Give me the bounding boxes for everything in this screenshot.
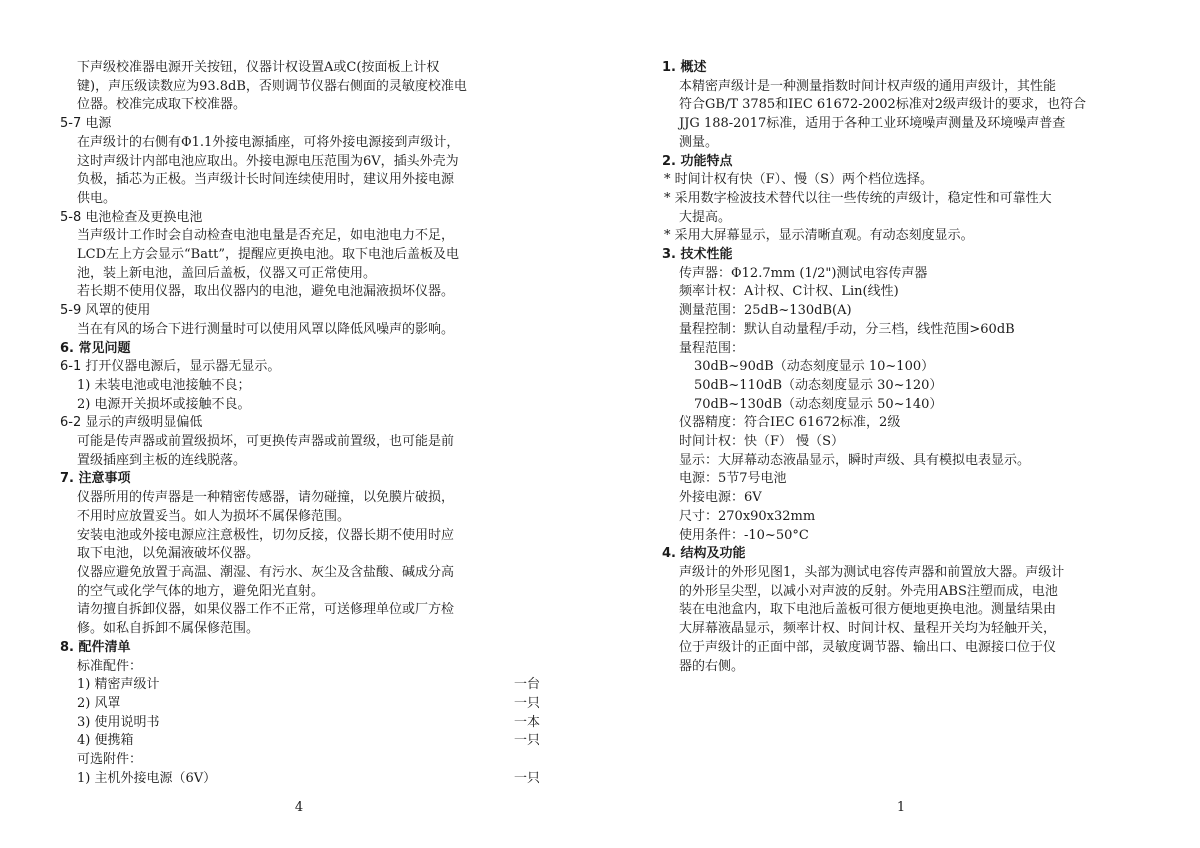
subsection-heading: 6-1 打开仪器电源后，显示器无显示。: [60, 359, 281, 375]
accessory-quantity: 一只: [513, 733, 540, 749]
section-heading: 3. 技术性能: [662, 247, 733, 263]
text-line: 若长期不使用仪器，取出仪器内的电池，避免电池漏液损坏仪器。: [77, 284, 455, 300]
left-page-number: 4: [294, 800, 304, 815]
text-line: 1) 未装电池或电池接触不良；: [77, 377, 251, 393]
text-line: * 时间计权有快（F）、慢（S）两个档位选择。: [664, 172, 934, 188]
accessory-item: 1) 精密声级计: [77, 677, 160, 693]
text-line: 电源：5节7号电池: [679, 471, 787, 487]
right-page-number: 1: [896, 800, 906, 815]
text-line: 当声级计工作时会自动检查电池电量是否充足，如电池电力不足，: [77, 228, 455, 244]
text-line: 30dB~90dB（动态刻度显示 10~100）: [694, 359, 935, 375]
text-line: 量程范围：: [679, 340, 745, 356]
accessory-item: 4) 便携箱: [77, 733, 134, 749]
text-line: 尺寸：270x90x32mm: [679, 508, 816, 524]
left-page-content: [60, 59, 540, 788]
text-line: 时间计权：快（F） 慢（S）: [679, 434, 845, 450]
text-line: 本精密声级计是一种测量指数时间计权声级的通用声级计，其性能: [679, 78, 1057, 94]
text-line: 键)，声压级读数应为93.8dB，否则调节仪器右侧面的灵敏度校准电: [77, 78, 467, 94]
accessory-item: 1) 主机外接电源（6V）: [77, 770, 217, 786]
text-line: * 采用大屏幕显示，显示清晰直观。有动态刻度显示。: [664, 228, 974, 244]
text-line: 量程控制：默认自动量程/手动，分三档，线性范围>60dB: [679, 321, 1015, 337]
text-line: JJG 188-2017标准，适用于各种工业环境噪声测量及环境噪声普查: [679, 116, 1066, 132]
subsection-heading: 5-9 风罩的使用: [60, 303, 151, 319]
accessory-quantity: 一本: [513, 714, 540, 730]
text-line: 频率计权：A计权、C计权、Lin(线性): [679, 284, 899, 300]
text-line: 请勿擅自拆卸仪器，如果仪器工作不正常，可送修理单位或厂方检: [77, 602, 455, 618]
text-line: 声级计的外形见图1，头部为测试电容传声器和前置放大器。声级计: [679, 564, 1065, 580]
section-heading: 1. 概述: [662, 60, 707, 75]
text-line: 器的右侧。: [679, 658, 745, 674]
text-line: 装在电池盒内，取下电池后盖板可很方便地更换电池。测量结果由: [679, 602, 1057, 618]
subsection-heading: 5-8 电池检查及更换电池: [60, 209, 203, 225]
text-line: 供电。: [77, 190, 117, 206]
text-line: 池，装上新电池，盖回后盖板，仪器又可正常使用。: [77, 265, 377, 281]
text-line: 测量。: [679, 134, 719, 150]
text-line: 大屏幕液晶显示，频率计权、时间计权、量程开关均为轻触开关，: [679, 621, 1057, 637]
text-line: 外接电源：6V: [679, 490, 762, 506]
text-line: 修。如私自拆卸不属保修范围。: [77, 621, 260, 637]
accessory-quantity: 一只: [513, 770, 540, 786]
text-line: 取下电池，以免漏液破坏仪器。: [77, 546, 260, 562]
text-line: 70dB~130dB（动态刻度显示 50~140）: [694, 396, 943, 412]
accessory-quantity: 一台: [513, 677, 540, 693]
section-heading: 8. 配件清单: [60, 639, 131, 655]
text-line: 可能是传声器或前置级损坏，可更换传声器或前置级，也可能是前: [77, 434, 455, 450]
text-line: 符合GB/T 3785和IEC 61672-2002标准对2级声级计的要求，也符合: [679, 97, 1087, 113]
text-line: 在声级计的右侧有Φ1.1外接电源插座，可将外接电源接到声级计，: [77, 134, 460, 150]
text-line: 2) 电源开关损坏或接触不良。: [77, 396, 251, 412]
accessory-item: 3) 使用说明书: [77, 714, 160, 730]
section-heading: 2. 功能特点: [662, 153, 733, 169]
text-line: 的外形呈尖型，以减小对声波的反射。外壳用ABS注塑而成，电池: [679, 583, 1058, 599]
text-line: 仪器应避免放置于高温、潮湿、有污水、灰尘及含盐酸、碱成分高: [77, 564, 455, 580]
accessory-row: [60, 695, 540, 714]
section-heading: 7. 注意事项: [60, 471, 131, 487]
text-line: 位于声级计的正面中部，灵敏度调节器、输出口、电源接口位于仪: [679, 639, 1057, 655]
section-heading: 6. 常见问题: [60, 340, 131, 356]
subsection-heading: 5-7 电源: [60, 116, 112, 132]
text-line: 使用条件：-10~50°C: [679, 527, 809, 543]
text-line: 的空气或化学气体的地方，避免阳光直射。: [77, 583, 325, 599]
text-line: 当在有风的场合下进行测量时可以使用风罩以降低风噪声的影响。: [77, 321, 455, 337]
text-line: 仪器精度：符合IEC 61672标准，2级: [679, 415, 901, 431]
text-line: 安装电池或外接电源应注意极性，切勿反接，仪器长期不使用时应: [77, 527, 455, 543]
text-line: LCD左上方会显示“Batt”，提醒应更换电池。取下电池后盖板及电: [77, 247, 460, 263]
text-line: 下声级校准器电源开关按钮，仪器计权设置A或C(按面板上计权: [77, 60, 440, 75]
text-line: * 采用数字检波技术替代以往一些传统的声级计，稳定性和可靠性大: [664, 190, 1052, 206]
accessory-item: 2) 风罩: [77, 695, 121, 711]
right-page-content: [662, 59, 1140, 676]
accessory-row: [60, 770, 540, 789]
text-line: 置级插座到主板的连线脱落。: [77, 452, 247, 468]
optional-accessories-label: 可选附件：: [77, 752, 143, 768]
text-line: 不用时应放置妥当。如人为损坏不属保修范围。: [77, 508, 351, 524]
text-line: 测量范围：25dB~130dB(A): [679, 303, 852, 319]
text-line: 显示：大屏幕动态液晶显示，瞬时声级、具有模拟电表显示。: [679, 452, 1031, 468]
text-line: 标准配件：: [77, 658, 143, 674]
accessory-row: [60, 714, 540, 733]
text-line: 传声器：Φ12.7mm (1/2")测试电容传声器: [679, 265, 928, 281]
accessory-quantity: 一只: [513, 695, 540, 711]
text-line: 仪器所用的传声器是一种精密传感器，请勿碰撞，以免膜片破损，: [77, 490, 455, 506]
text-line: 50dB~110dB（动态刻度显示 30~120）: [694, 377, 943, 393]
subsection-heading: 6-2 显示的声级明显偏低: [60, 415, 203, 431]
accessory-row: [60, 676, 540, 695]
text-line: 这时声级计内部电池应取出。外接电源电压范围为6V，插头外壳为: [77, 153, 459, 169]
text-line: 负极，插芯为正极。当声级计长时间连续使用时，建议用外接电源: [77, 172, 455, 188]
accessory-row: [60, 732, 540, 751]
text-line: 大提高。: [679, 209, 732, 225]
text-line: 位器。校准完成取下校准器。: [77, 97, 247, 113]
section-heading: 4. 结构及功能: [662, 546, 746, 562]
